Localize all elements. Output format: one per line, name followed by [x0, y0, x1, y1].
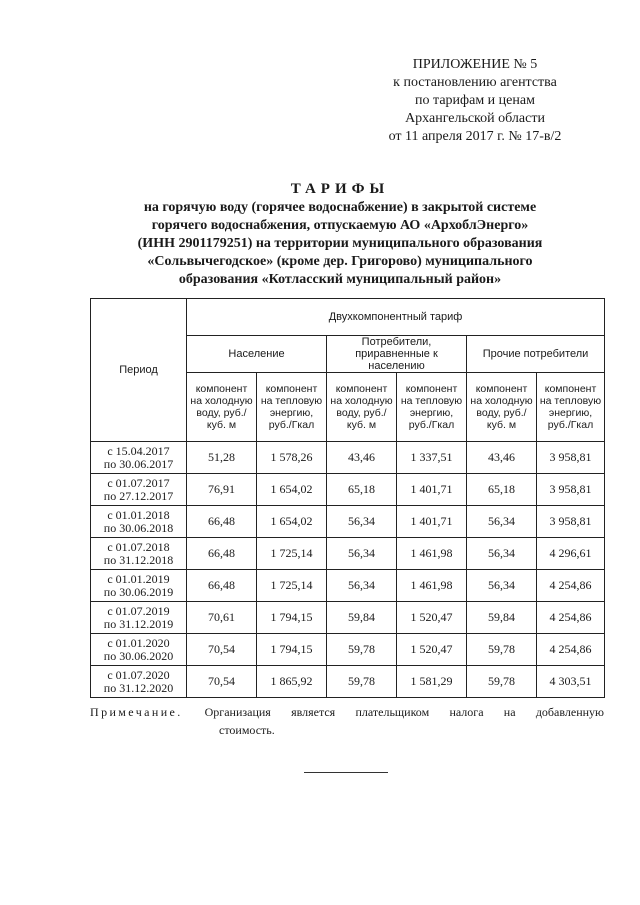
period-header: Период: [91, 299, 187, 442]
tariff-value-cell: 1 520,47: [397, 602, 467, 634]
tariff-value-cell: 3 958,81: [537, 506, 605, 538]
appendix-line: Архангельской области: [405, 111, 545, 126]
tariff-value-cell: 4 303,51: [537, 666, 605, 698]
note-label: Примечание.: [90, 705, 183, 719]
period-from: с 01.07.2020: [107, 667, 170, 682]
tariff-value-cell: 65,18: [327, 474, 397, 506]
period-cell: [91, 538, 187, 570]
tariff-value-cell: 56,34: [467, 570, 537, 602]
table-row: [91, 570, 605, 602]
tariff-value-cell: 1 461,98: [397, 538, 467, 570]
tariff-value-cell: 1 654,02: [257, 506, 327, 538]
tariff-value-cell: 4 254,86: [537, 570, 605, 602]
period-to: по 30.06.2019: [103, 584, 174, 599]
table-row: [91, 506, 605, 538]
appendix-line: к постановлению агентства: [393, 75, 557, 90]
tariff-value-cell: 4 254,86: [537, 602, 605, 634]
tariff-value-cell: 56,34: [467, 506, 537, 538]
tariff-value-cell: 65,18: [467, 474, 537, 506]
tariff-value-cell: 1 725,14: [257, 570, 327, 602]
note-block: [90, 703, 604, 739]
note-text: Организация является плательщиком налога на добавленную: [204, 705, 604, 719]
tariff-value-cell: 51,28: [187, 442, 257, 474]
note-text-continued: стоимость.: [219, 723, 275, 737]
title-line: (ИНН 2901179251) на территории муниципального образования: [137, 236, 543, 251]
period-to: по 30.06.2017: [103, 456, 174, 471]
component-heat-header: компонент на тепловую энергию, руб./Гкал: [397, 373, 467, 442]
period-cell: [91, 442, 187, 474]
tariff-value-cell: 56,34: [467, 538, 537, 570]
tariff-value-cell: 59,78: [327, 666, 397, 698]
tariff-value-cell: 76,91: [187, 474, 257, 506]
tariff-value-cell: 59,84: [467, 602, 537, 634]
table-row: [91, 442, 605, 474]
table-row: [91, 666, 605, 698]
tariff-value-cell: 1 520,47: [397, 634, 467, 666]
tariff-value-cell: 66,48: [187, 570, 257, 602]
table-row: [91, 602, 605, 634]
title-line: «Сольвычегодское» (кроме дер. Григорово) муниципального: [147, 254, 533, 269]
period-from: с 01.07.2019: [107, 603, 170, 618]
component-heat-header: компонент на тепловую энергию, руб./Гкал: [537, 373, 605, 442]
tariff-value-cell: 1 401,71: [397, 506, 467, 538]
period-cell: [91, 570, 187, 602]
tariff-value-cell: 1 578,26: [257, 442, 327, 474]
group-header: Двухкомпонентный тариф: [187, 299, 605, 336]
tariff-value-cell: 1 401,71: [397, 474, 467, 506]
title-line: горячего водоснабжения, отпускаемую АО «АрхоблЭнерго»: [151, 218, 529, 233]
tariff-value-cell: 59,78: [467, 634, 537, 666]
tariff-value-cell: 1 581,29: [397, 666, 467, 698]
component-cold-header: компонент на холодную воду, руб./куб. м: [467, 373, 537, 442]
tariff-value-cell: 3 958,81: [537, 474, 605, 506]
period-cell: [91, 666, 187, 698]
tariff-value-cell: 43,46: [327, 442, 397, 474]
tariff-value-cell: 1 725,14: [257, 538, 327, 570]
title-heading: ТАРИФЫ: [290, 181, 390, 197]
separator-line: [304, 772, 388, 773]
tariff-value-cell: 66,48: [187, 506, 257, 538]
period-cell: [91, 474, 187, 506]
tariff-value-cell: 1 461,98: [397, 570, 467, 602]
tariff-value-cell: 3 958,81: [537, 442, 605, 474]
period-from: с 01.07.2018: [107, 539, 170, 554]
period-to: по 31.12.2020: [103, 680, 174, 695]
tariff-value-cell: 59,78: [327, 634, 397, 666]
table-row: [91, 634, 605, 666]
table-row: [91, 538, 605, 570]
tariff-value-cell: 4 296,61: [537, 538, 605, 570]
period-from: с 01.01.2018: [107, 507, 170, 522]
period-from: с 01.01.2020: [107, 635, 170, 650]
tariff-value-cell: 1 337,51: [397, 442, 467, 474]
tariff-value-cell: 43,46: [467, 442, 537, 474]
tariff-value-cell: 70,61: [187, 602, 257, 634]
category-header: Прочие потребители: [467, 336, 605, 373]
title-line: на горячую воду (горячее водоснабжение) в закрытой системе: [143, 200, 537, 215]
appendix-block: [340, 56, 610, 146]
period-from: с 01.07.2017: [107, 475, 170, 490]
period-to: по 31.12.2018: [103, 552, 174, 567]
tariff-value-cell: 56,34: [327, 506, 397, 538]
document-title: [80, 180, 600, 289]
tariff-value-cell: 1 794,15: [257, 634, 327, 666]
category-header: Потребители, приравненные к населению: [327, 336, 467, 373]
component-heat-header: компонент на тепловую энергию, руб./Гкал: [257, 373, 327, 442]
appendix-line: ПРИЛОЖЕНИЕ № 5: [412, 57, 538, 72]
period-from: с 01.01.2019: [107, 571, 170, 586]
appendix-line: от 11 апреля 2017 г. № 17-в/2: [388, 129, 562, 144]
period-cell: [91, 602, 187, 634]
tariff-value-cell: 70,54: [187, 634, 257, 666]
period-to: по 30.06.2020: [103, 648, 174, 663]
tariff-value-cell: 59,84: [327, 602, 397, 634]
component-cold-header: компонент на холодную воду, руб./куб. м: [187, 373, 257, 442]
tariff-value-cell: 1 865,92: [257, 666, 327, 698]
tariff-value-cell: 1 794,15: [257, 602, 327, 634]
tariff-value-cell: 56,34: [327, 570, 397, 602]
category-header: Население: [187, 336, 327, 373]
period-from: с 15.04.2017: [107, 443, 170, 458]
period-to: по 27.12.2017: [103, 488, 174, 503]
period-cell: [91, 634, 187, 666]
appendix-line: по тарифам и ценам: [415, 93, 535, 108]
tariff-value-cell: 56,34: [327, 538, 397, 570]
tariff-value-cell: 66,48: [187, 538, 257, 570]
tariff-value-cell: 4 254,86: [537, 634, 605, 666]
tariffs-table: [90, 298, 605, 698]
tariff-value-cell: 59,78: [467, 666, 537, 698]
table-row: [91, 474, 605, 506]
period-to: по 30.06.2018: [103, 520, 174, 535]
table-body: [91, 442, 605, 698]
period-to: по 31.12.2019: [103, 616, 174, 631]
tariff-value-cell: 1 654,02: [257, 474, 327, 506]
title-line: образования «Котласский муниципальный район»: [178, 272, 502, 287]
period-cell: [91, 506, 187, 538]
tariff-value-cell: 70,54: [187, 666, 257, 698]
component-cold-header: компонент на холодную воду, руб./куб. м: [327, 373, 397, 442]
